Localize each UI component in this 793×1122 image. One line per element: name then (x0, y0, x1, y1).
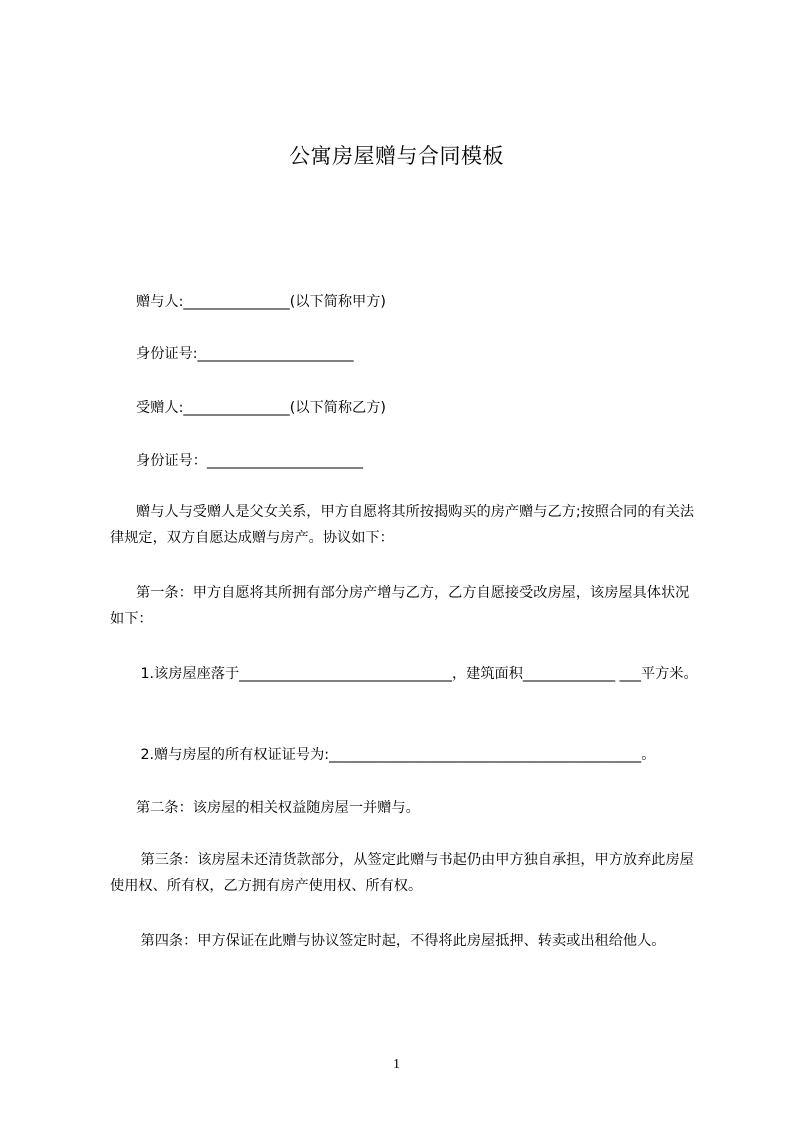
document-title: 公寓房屋赠与合同模板 (289, 144, 504, 168)
recipient-id-line: 身份证号：______________________ (136, 453, 364, 469)
preamble-paragraph: 赠与人与受赠人是父女关系，甲方自愿将其所按揭购买的房产赠与乙方;按照合同的有关法律规定，双方自愿达成赠与房产。协议如下： (110, 504, 695, 546)
article-1-item-2: 2.赠与房屋的所有权证证号为:____________________________________________。 (136, 747, 656, 763)
donor-line: 赠与人:_______________(以下简称甲方) (136, 294, 386, 310)
recipient-line: 受赠人:_______________(以下简称乙方) (136, 400, 386, 416)
article-3-paragraph: 第三条：该房屋未还清货款部分，从签定此赠与书起仍由甲方独自承担，甲方放弃此房屋使用权、所有权，乙方拥有房产使用权、所有权。 (110, 852, 694, 894)
article-4-paragraph: 第四条：甲方保证在此赠与协议签定时起，不得将此房屋抵押、转卖或出租给他人。 (136, 933, 666, 949)
donor-id-line: 身份证号:______________________ (136, 346, 354, 362)
article-1-item-1: 1.该房屋座落于______________________________，建筑面积_____________ ___平方米。 (136, 666, 698, 682)
article-1-paragraph: 第一条：甲方自愿将其所拥有部分房产增与乙方，乙方自愿接受改房屋，该房屋具体状况如下： (110, 585, 690, 627)
article-2-paragraph: 第二条：该房屋的相关权益随房屋一并赠与。 (136, 800, 420, 816)
page-number: 1 (393, 1057, 400, 1072)
